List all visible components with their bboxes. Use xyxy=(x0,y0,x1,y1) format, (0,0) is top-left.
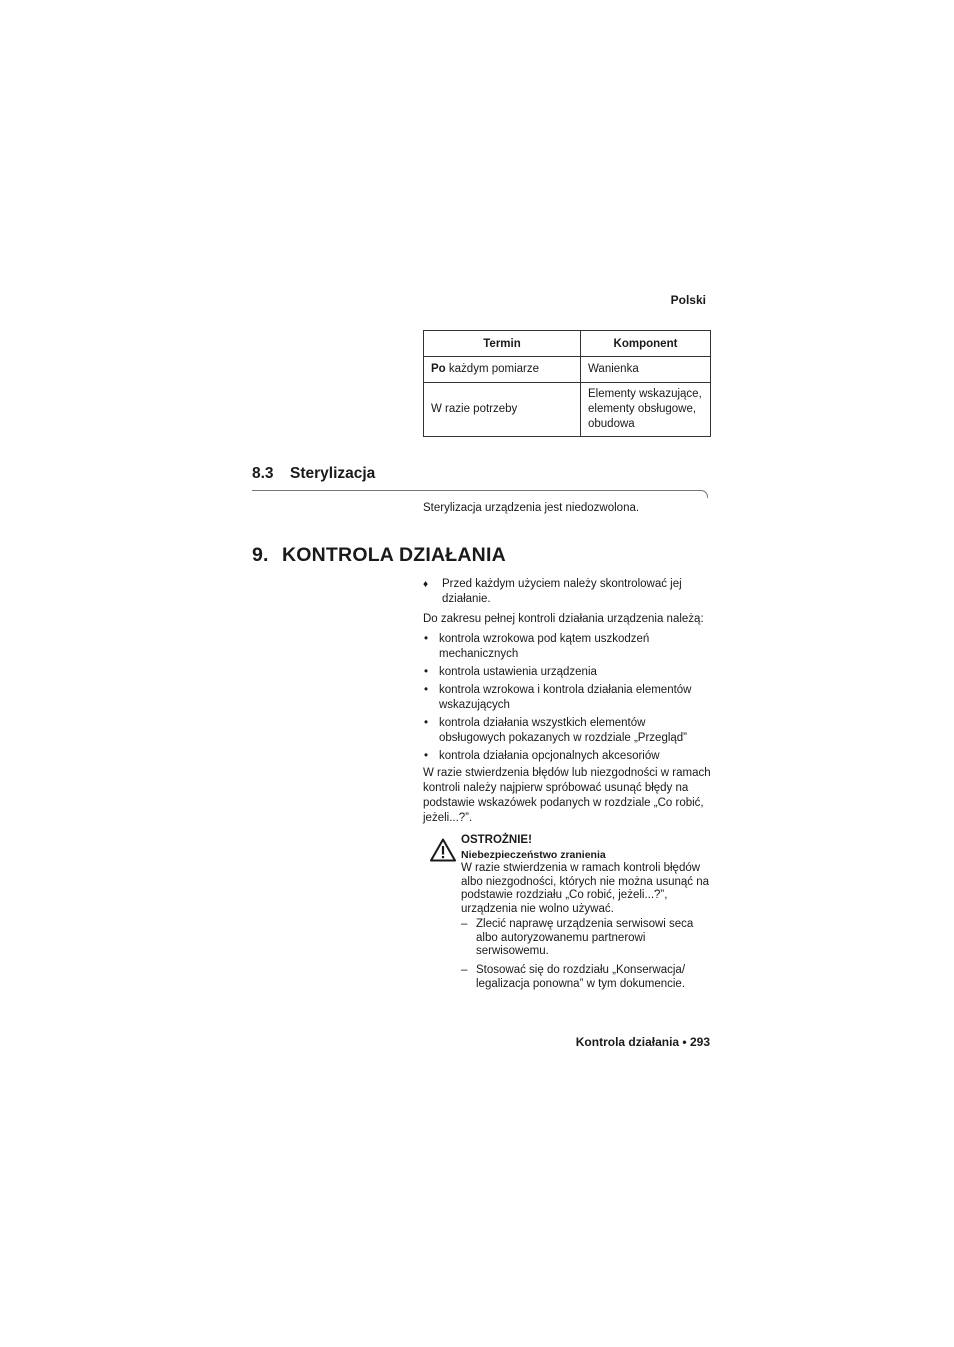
list-item xyxy=(423,749,713,764)
warning-body: W razie stwierdzenia w ramach kontroli błędów albo niezgodności, których nie można usunąć na podstawie rozdziału „Co robić, jeżeli...?”, urządzenia nie wolno używać. xyxy=(461,862,710,915)
list-item xyxy=(423,716,713,746)
bullet-icon: • xyxy=(424,666,429,678)
table-header-row xyxy=(424,331,711,357)
sterilization-text: Sterylizacja urządzenia jest niedozwolona. xyxy=(423,502,640,514)
diamond-bullet-icon: ♦ xyxy=(423,579,429,590)
chapter-title: KONTROLA DZIAŁANIA xyxy=(282,544,506,566)
section-8-3-heading xyxy=(252,465,375,483)
list-item xyxy=(423,665,713,680)
dash-icon: – xyxy=(461,964,468,976)
list-item-text: kontrola ustawienia urządzenia xyxy=(439,666,597,678)
bullet-icon: • xyxy=(424,750,429,762)
section-divider-hook xyxy=(700,490,708,498)
check-list xyxy=(423,632,713,767)
table-header-komponent: Komponent xyxy=(581,331,711,357)
dash-item-text: Stosować się do rozdziału „Konserwacja/ legalizacja ponowna” w tym dokumencie. xyxy=(476,964,686,990)
chapter-number: 9. xyxy=(252,544,269,566)
warning-title: OSTROŻNIE! xyxy=(461,834,532,846)
table-row xyxy=(424,383,711,437)
table-row xyxy=(424,357,711,383)
list-item-text: kontrola wzrokowa i kontrola działania elementów wskazujących xyxy=(439,684,692,711)
page-footer: Kontrola działania • 293 xyxy=(575,1035,710,1049)
term-bold: Po xyxy=(431,363,446,375)
term-text: W razie potrzeby xyxy=(431,403,518,415)
list-item-text: kontrola działania opcjonalnych akcesoriów xyxy=(439,750,660,762)
dash-item-text: Zlecić naprawę urządzenia serwisowi seca albo autoryzowanemu partnerowi serwisowemu. xyxy=(476,918,694,957)
list-item-text: kontrola działania wszystkich elementów obsługowych pokazanych w rozdziale „Przegląd” xyxy=(439,717,688,744)
diamond-text: Przed każdym użyciem należy skontrolować jej działanie. xyxy=(442,578,682,605)
section-number: 8.3 xyxy=(252,465,274,482)
section-title: Sterylizacja xyxy=(290,465,376,482)
list-item xyxy=(423,632,713,662)
section-divider xyxy=(252,490,702,491)
table-cell-component: Elementy wskazujące, elementy obsługowe, obudowa xyxy=(581,383,711,437)
bullet-icon: • xyxy=(424,717,429,729)
warning-subtitle: Niebezpieczeństwo zranienia xyxy=(461,849,606,861)
term-text: każdym pomiarze xyxy=(445,363,540,375)
maintenance-table xyxy=(423,330,711,437)
bullet-icon: • xyxy=(424,633,429,645)
dash-icon: – xyxy=(461,918,468,930)
chapter-9-heading xyxy=(252,544,506,567)
check-intro: Do zakresu pełnej kontroli działania urządzenia należą: xyxy=(423,613,704,625)
warning-triangle-icon xyxy=(430,838,456,862)
table-cell-term xyxy=(424,357,581,383)
error-paragraph: W razie stwierdzenia błędów lub niezgodności w ramach kontroli należy najpierw spróbować usunąć błędy na podstawie wskazówek podanych w rozdziale „Co robić, jeżeli...?”. xyxy=(423,767,711,824)
table-cell-term xyxy=(424,383,581,437)
list-item xyxy=(423,683,713,713)
table-cell-component: Wanienka xyxy=(581,357,711,383)
list-item-text: kontrola wzrokowa pod kątem uszkodzeń mechanicznych xyxy=(439,633,650,660)
table-header-termin: Termin xyxy=(424,331,581,357)
bullet-icon: • xyxy=(424,684,429,696)
language-label: Polski xyxy=(670,293,706,307)
